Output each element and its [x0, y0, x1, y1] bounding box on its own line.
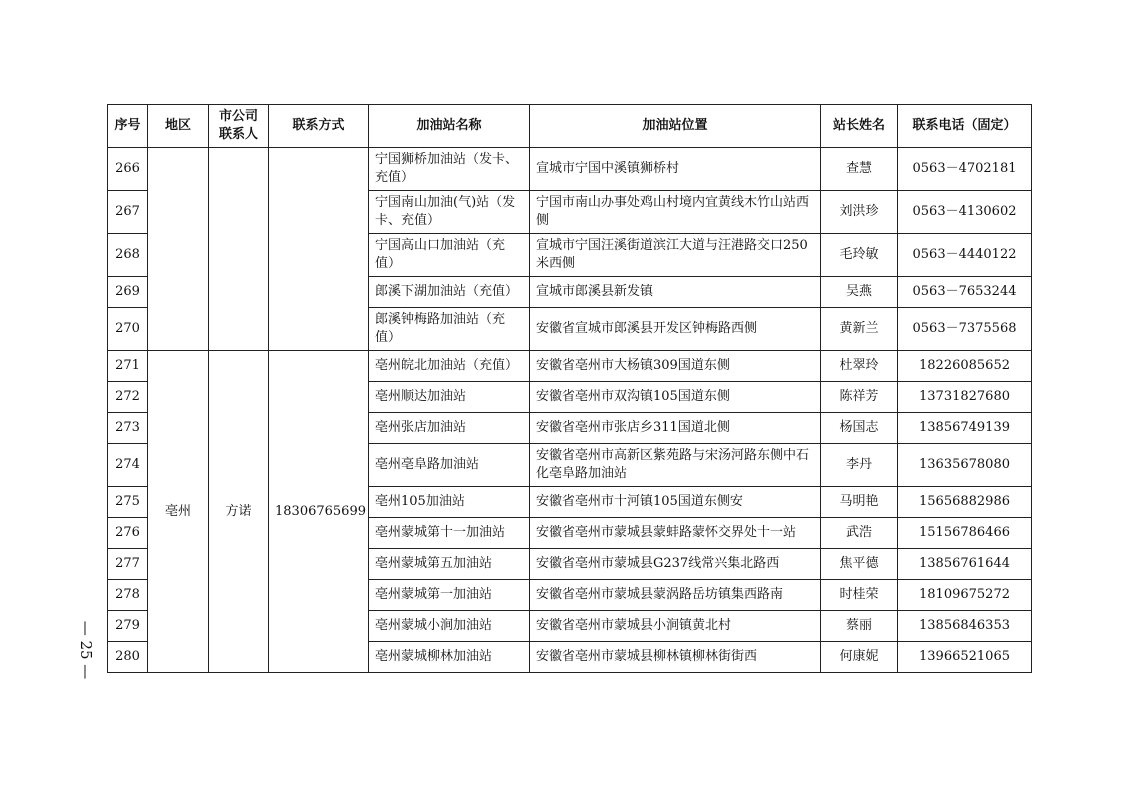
contact-cell: 18306765699: [269, 351, 369, 673]
region-cell: 亳州: [148, 351, 209, 673]
station-location: 安徽省亳州市蒙城县柳林镇柳林街街西: [530, 642, 821, 673]
station-location: 宁国市南山办事处鸡山村境内宜黄线木竹山站西侧: [530, 191, 821, 234]
row-index: 273: [108, 413, 148, 444]
station-phone: 13731827680: [898, 382, 1032, 413]
table-row: [108, 351, 1032, 382]
header-index: 序号: [108, 105, 148, 148]
header-row: [108, 105, 1032, 148]
station-manager: 吴燕: [821, 277, 898, 308]
station-phone: 13635678080: [898, 444, 1032, 487]
station-location: 安徽省亳州市蒙城县小涧镇黄北村: [530, 611, 821, 642]
station-name: 亳州蒙城第十一加油站: [369, 518, 530, 549]
station-name: 宁国狮桥加油站（发卡、充值）: [369, 148, 530, 191]
row-index: 278: [108, 580, 148, 611]
station-manager: 毛玲敏: [821, 234, 898, 277]
row-index: 270: [108, 308, 148, 351]
contact-person-cell: [209, 148, 269, 351]
header-phone: 联系电话（固定）: [898, 105, 1032, 148]
station-location: 宣城市郎溪县新发镇: [530, 277, 821, 308]
station-phone: 13856749139: [898, 413, 1032, 444]
station-location: 安徽省亳州市大杨镇309国道东侧: [530, 351, 821, 382]
station-manager: 李丹: [821, 444, 898, 487]
station-name: 郎溪钟梅路加油站（充值）: [369, 308, 530, 351]
station-phone: 13966521065: [898, 642, 1032, 673]
row-index: 274: [108, 444, 148, 487]
station-phone: 0563－4702181: [898, 148, 1032, 191]
row-index: 280: [108, 642, 148, 673]
header-station-name: 加油站名称: [369, 105, 530, 148]
station-name: 郎溪下湖加油站（充值）: [369, 277, 530, 308]
station-phone: 15156786466: [898, 518, 1032, 549]
row-index: 279: [108, 611, 148, 642]
contact-person-cell: 方诺: [209, 351, 269, 673]
station-manager: 陈祥芳: [821, 382, 898, 413]
station-name: 亳州蒙城柳林加油站: [369, 642, 530, 673]
station-manager: 时桂荣: [821, 580, 898, 611]
row-index: 277: [108, 549, 148, 580]
station-location: 安徽省亳州市张店乡311国道北侧: [530, 413, 821, 444]
station-location: 安徽省亳州市双沟镇105国道东侧: [530, 382, 821, 413]
station-phone: 0563－4130602: [898, 191, 1032, 234]
station-manager: 杜翠玲: [821, 351, 898, 382]
station-manager: 黄新兰: [821, 308, 898, 351]
station-phone: 0563－7375568: [898, 308, 1032, 351]
contact-cell: [269, 148, 369, 351]
station-name: 亳州皖北加油站（充值）: [369, 351, 530, 382]
station-manager: 刘洪珍: [821, 191, 898, 234]
station-name: 亳州蒙城小涧加油站: [369, 611, 530, 642]
gas-station-table: [107, 104, 1032, 673]
station-location: 安徽省亳州市蒙城县蒙蚌路蒙怀交界处十一站: [530, 518, 821, 549]
station-phone: 18109675272: [898, 580, 1032, 611]
station-location: 安徽省亳州市十河镇105国道东侧安: [530, 487, 821, 518]
header-contact: 联系方式: [269, 105, 369, 148]
header-location: 加油站位置: [530, 105, 821, 148]
station-location: 安徽省亳州市蒙城县G237线常兴集北路西: [530, 549, 821, 580]
header-manager: 站长姓名: [821, 105, 898, 148]
station-manager: 何康妮: [821, 642, 898, 673]
station-manager: 蔡丽: [821, 611, 898, 642]
station-name: 亳州105加油站: [369, 487, 530, 518]
station-location: 宣城市宁国汪溪街道滨江大道与汪港路交口250米西侧: [530, 234, 821, 277]
station-location: 安徽省亳州市高新区紫苑路与宋汤河路东侧中石化亳阜路加油站: [530, 444, 821, 487]
station-location: 安徽省宣城市郎溪县开发区钟梅路西侧: [530, 308, 821, 351]
station-name: 亳州蒙城第一加油站: [369, 580, 530, 611]
station-phone: 0563－7653244: [898, 277, 1032, 308]
row-index: 276: [108, 518, 148, 549]
station-manager: 查慧: [821, 148, 898, 191]
station-location: 宣城市宁国中溪镇狮桥村: [530, 148, 821, 191]
station-phone: 13856846353: [898, 611, 1032, 642]
station-name: 宁国高山口加油站（充值）: [369, 234, 530, 277]
station-manager: 武浩: [821, 518, 898, 549]
row-index: 269: [108, 277, 148, 308]
station-phone: 13856761644: [898, 549, 1032, 580]
table-row: [108, 148, 1032, 191]
header-contact-person: 市公司联系人: [209, 105, 269, 148]
station-manager: 杨国志: [821, 413, 898, 444]
station-phone: 15656882986: [898, 487, 1032, 518]
station-manager: 焦平德: [821, 549, 898, 580]
station-name: 亳州亳阜路加油站: [369, 444, 530, 487]
station-phone: 18226085652: [898, 351, 1032, 382]
row-index: 268: [108, 234, 148, 277]
row-index: 266: [108, 148, 148, 191]
station-location: 安徽省亳州市蒙城县蒙涡路岳坊镇集西路南: [530, 580, 821, 611]
page-number: — 25 —: [77, 620, 95, 680]
station-phone: 0563－4440122: [898, 234, 1032, 277]
station-name: 亳州张店加油站: [369, 413, 530, 444]
station-name: 亳州顺达加油站: [369, 382, 530, 413]
region-cell: [148, 148, 209, 351]
header-region: 地区: [148, 105, 209, 148]
row-index: 272: [108, 382, 148, 413]
row-index: 267: [108, 191, 148, 234]
station-name: 亳州蒙城第五加油站: [369, 549, 530, 580]
row-index: 271: [108, 351, 148, 382]
station-name: 宁国南山加油(气)站（发卡、充值）: [369, 191, 530, 234]
row-index: 275: [108, 487, 148, 518]
station-manager: 马明艳: [821, 487, 898, 518]
